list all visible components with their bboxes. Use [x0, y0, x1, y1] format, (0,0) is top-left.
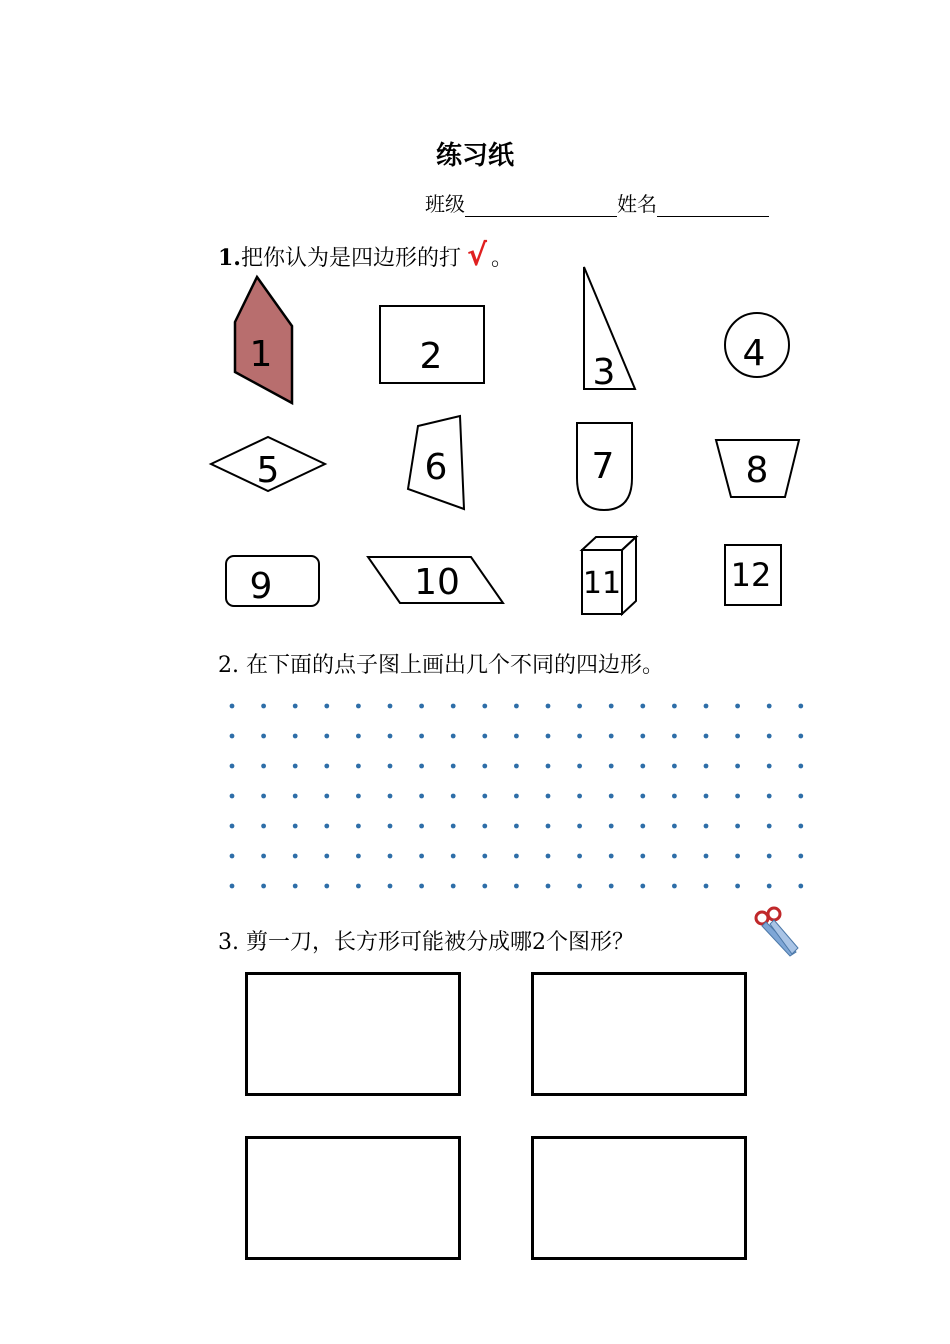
- grid-dot: [798, 884, 803, 889]
- grid-dot: [324, 884, 329, 889]
- grid-dot: [324, 824, 329, 829]
- grid-dot: [293, 794, 298, 799]
- grid-dot: [546, 764, 551, 769]
- grid-dot: [704, 794, 709, 799]
- shape-12[interactable]: [725, 545, 781, 605]
- grid-dot: [546, 704, 551, 709]
- grid-dot: [798, 794, 803, 799]
- shape-4[interactable]: [725, 313, 789, 377]
- grid-dot: [546, 884, 551, 889]
- grid-dot: [514, 824, 519, 829]
- grid-dot: [514, 884, 519, 889]
- grid-dot: [514, 764, 519, 769]
- grid-dot: [230, 764, 235, 769]
- grid-dot: [640, 764, 645, 769]
- grid-dot: [261, 704, 266, 709]
- question-1-text: 把你认为是四边形的打: [240, 246, 461, 271]
- grid-dot: [230, 734, 235, 739]
- shape-11[interactable]: [582, 537, 636, 614]
- shape-3-label: 3: [592, 352, 616, 393]
- grid-dot: [609, 734, 614, 739]
- grid-dot: [451, 824, 456, 829]
- grid-dot: [261, 854, 266, 859]
- shape-10-label: 10: [414, 562, 460, 603]
- grid-dot: [419, 854, 424, 859]
- answer-rectangle-4[interactable]: [531, 1136, 747, 1260]
- grid-dot: [261, 884, 266, 889]
- grid-dot: [514, 794, 519, 799]
- grid-dot: [672, 794, 677, 799]
- dot-grid[interactable]: [230, 704, 804, 889]
- grid-dot: [324, 734, 329, 739]
- shape-1-label: 1: [249, 334, 273, 375]
- grid-dot: [293, 824, 298, 829]
- shape-8-label: 8: [745, 450, 769, 491]
- grid-dot: [356, 854, 361, 859]
- grid-dot: [577, 734, 582, 739]
- grid-dot: [293, 734, 298, 739]
- grid-dot: [735, 824, 740, 829]
- grid-dot: [356, 794, 361, 799]
- grid-dot: [293, 764, 298, 769]
- shape-4-label: 4: [742, 333, 766, 374]
- grid-dot: [672, 884, 677, 889]
- grid-dot: [577, 854, 582, 859]
- shape-11-label: 11: [582, 566, 622, 601]
- grid-dot: [356, 764, 361, 769]
- answer-rectangle-2[interactable]: [531, 972, 747, 1096]
- grid-dot: [767, 884, 772, 889]
- shape-12-label: 12: [730, 556, 772, 594]
- grid-dot: [451, 854, 456, 859]
- grid-dot: [230, 884, 235, 889]
- grid-dot: [293, 704, 298, 709]
- grid-dot: [609, 854, 614, 859]
- grid-dot: [388, 734, 393, 739]
- page-title: 练习纸: [435, 141, 514, 171]
- grid-dot: [451, 704, 456, 709]
- grid-dot: [230, 824, 235, 829]
- grid-dot: [514, 704, 519, 709]
- grid-dot: [388, 824, 393, 829]
- grid-dot: [451, 734, 456, 739]
- name-label: 姓名: [617, 192, 657, 216]
- grid-dot: [482, 734, 487, 739]
- grid-dot: [767, 704, 772, 709]
- grid-dot: [230, 794, 235, 799]
- grid-dot: [482, 824, 487, 829]
- grid-dot: [451, 794, 456, 799]
- grid-dot: [546, 854, 551, 859]
- grid-dot: [798, 854, 803, 859]
- grid-dot: [419, 704, 424, 709]
- grid-dot: [482, 884, 487, 889]
- grid-dot: [482, 794, 487, 799]
- grid-dot: [672, 854, 677, 859]
- grid-dot: [735, 884, 740, 889]
- grid-dot: [356, 824, 361, 829]
- grid-dot: [640, 704, 645, 709]
- grid-dot: [482, 854, 487, 859]
- grid-dot: [482, 704, 487, 709]
- grid-dot: [672, 734, 677, 739]
- grid-dot: [798, 824, 803, 829]
- grid-dot: [735, 734, 740, 739]
- grid-dot: [609, 764, 614, 769]
- grid-dot: [672, 764, 677, 769]
- grid-dot: [767, 824, 772, 829]
- grid-dot: [798, 734, 803, 739]
- grid-dot: [767, 794, 772, 799]
- question-1-end: 。: [491, 246, 514, 271]
- shape-9-label: 9: [249, 566, 273, 607]
- grid-dot: [640, 794, 645, 799]
- grid-dot: [482, 764, 487, 769]
- scissors-icon: [756, 908, 798, 956]
- shape-2-label: 2: [419, 336, 443, 377]
- grid-dot: [419, 734, 424, 739]
- grid-dot: [324, 704, 329, 709]
- grid-dot: [261, 794, 266, 799]
- shape-6[interactable]: [408, 416, 464, 509]
- grid-dot: [324, 854, 329, 859]
- shape-9[interactable]: [226, 556, 319, 607]
- grid-dot: [388, 704, 393, 709]
- grid-dot: [767, 854, 772, 859]
- grid-dot: [324, 794, 329, 799]
- grid-dot: [451, 884, 456, 889]
- grid-dot: [261, 764, 266, 769]
- grid-dot: [577, 794, 582, 799]
- shape-5-label: 5: [256, 450, 280, 491]
- grid-dot: [609, 704, 614, 709]
- grid-dot: [230, 704, 235, 709]
- shape-3[interactable]: [584, 267, 635, 393]
- grid-dot: [640, 734, 645, 739]
- grid-dot: [640, 884, 645, 889]
- grid-dot: [640, 824, 645, 829]
- shape-1[interactable]: [235, 277, 292, 403]
- grid-dot: [451, 764, 456, 769]
- grid-dot: [356, 704, 361, 709]
- grid-dot: [356, 734, 361, 739]
- grid-dot: [735, 794, 740, 799]
- grid-dot: [577, 824, 582, 829]
- grid-dot: [546, 734, 551, 739]
- grid-dot: [388, 794, 393, 799]
- shape-5[interactable]: [211, 437, 325, 491]
- grid-dot: [735, 854, 740, 859]
- grid-dot: [388, 854, 393, 859]
- grid-dot: [704, 884, 709, 889]
- shape-2[interactable]: [380, 306, 484, 383]
- grid-dot: [546, 824, 551, 829]
- grid-dot: [704, 734, 709, 739]
- grid-dot: [546, 794, 551, 799]
- grid-dot: [230, 854, 235, 859]
- grid-dot: [704, 824, 709, 829]
- grid-dot: [293, 884, 298, 889]
- grid-dot: [609, 824, 614, 829]
- grid-dot: [261, 734, 266, 739]
- grid-dot: [388, 884, 393, 889]
- grid-dot: [672, 704, 677, 709]
- question-2: 2. 在下面的点子图上画出几个不同的四边形。: [218, 653, 664, 678]
- grid-dot: [798, 704, 803, 709]
- grid-dot: [577, 884, 582, 889]
- grid-dot: [767, 734, 772, 739]
- shape-6-label: 6: [424, 447, 448, 488]
- grid-dot: [419, 884, 424, 889]
- grid-dot: [767, 764, 772, 769]
- check-mark-icon: √: [466, 238, 487, 273]
- grid-dot: [735, 704, 740, 709]
- question-1-number: 1.: [218, 245, 241, 271]
- grid-dot: [419, 764, 424, 769]
- grid-dot: [577, 764, 582, 769]
- grid-dot: [704, 764, 709, 769]
- grid-dot: [514, 854, 519, 859]
- grid-dot: [672, 824, 677, 829]
- grid-dot: [293, 854, 298, 859]
- grid-dot: [609, 884, 614, 889]
- question-3: 3. 剪一刀，长方形可能被分成哪2个图形？: [218, 930, 634, 955]
- class-label: 班级: [425, 192, 465, 216]
- answer-rectangle-1[interactable]: [245, 972, 461, 1096]
- shape-7-label: 7: [591, 446, 615, 487]
- grid-dot: [704, 704, 709, 709]
- grid-dot: [419, 794, 424, 799]
- grid-dot: [577, 704, 582, 709]
- shape-7[interactable]: [577, 423, 632, 510]
- answer-rectangle-3[interactable]: [245, 1136, 461, 1260]
- grid-dot: [324, 764, 329, 769]
- grid-dot: [798, 764, 803, 769]
- shape-8[interactable]: [716, 440, 799, 497]
- grid-dot: [704, 854, 709, 859]
- grid-dot: [356, 884, 361, 889]
- shape-10[interactable]: [368, 557, 503, 603]
- grid-dot: [261, 824, 266, 829]
- grid-dot: [640, 854, 645, 859]
- grid-dot: [419, 824, 424, 829]
- grid-dot: [388, 764, 393, 769]
- grid-dot: [609, 794, 614, 799]
- grid-dot: [735, 764, 740, 769]
- grid-dot: [514, 734, 519, 739]
